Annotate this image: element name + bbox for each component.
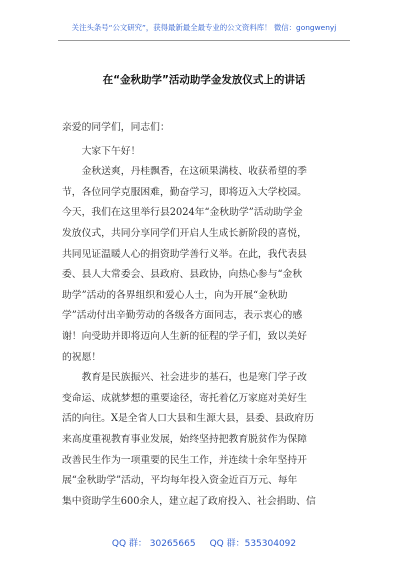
body-line: 共同见证温暖人心的捐资助学善行义举。在此，我代表县 <box>62 248 307 260</box>
document-body <box>62 118 354 512</box>
body-line: 委、县人大常委会、县政府、县政协，向热心参与“金秋 <box>62 269 303 281</box>
salutation-line: 亲爱的同学们，同志们： <box>62 122 170 133</box>
qq-group-link-1[interactable]: QQ 群： 30265665 <box>111 539 196 549</box>
document-title: 在“金秋助学”活动助学金发放仪式上的讲话 <box>102 74 306 86</box>
body-line: 今天，我们在这里举行县2024年“金秋助学”活动助学金 <box>62 207 303 219</box>
header-divider <box>58 40 350 41</box>
body-line: 来高度重视教育事业发展，始终坚持把教育脱贫作为保障 <box>62 433 307 445</box>
body-line: 集中资助学生600余人，建立起了政府投入、社会捐助、信 <box>62 495 316 507</box>
body-line: 展“金秋助学”活动，平均每年投入资金近百万元、每年 <box>62 475 298 487</box>
body-line: 变命运、成就梦想的重要途径，寄托着亿万家庭对美好生 <box>62 392 307 404</box>
greeting-line: 大家下午好！ <box>62 145 141 157</box>
body-line: 谢！向受助并即将迈向人生新的征程的学子们，致以美好 <box>62 330 307 342</box>
body-line: 节，各位同学克服困难，勤奋学习，即将迈入大学校园。 <box>62 186 307 198</box>
body-line: 金秋送爽，丹桂飘香，在这硕果满枝、收获希望的季 <box>62 166 307 178</box>
body-line: 教育是民族振兴、社会进步的基石，也是寒门学子改 <box>62 372 307 384</box>
qq-group-link-2[interactable]: QQ 群：535304092 <box>209 539 297 549</box>
body-line: 助学”活动的各界组织和爱心人士，向为开展“金秋助 <box>62 289 288 301</box>
body-line: 发放仪式，共同分享同学们开启人生成长新阶段的喜悦， <box>62 227 307 239</box>
header-note: 关注头条号“公文研究”，获得最新最全最专业的公文资料库！ 微信：gongwenyj <box>71 23 337 32</box>
body-line: 学”活动付出辛勤劳动的各级各方面同志，表示衷心的感 <box>62 310 303 322</box>
footer <box>0 536 408 549</box>
body-line: 改善民生作为一项重要的民生工作，并连续十余年坚持开 <box>62 454 307 466</box>
body-line: 的祝愿！ <box>62 351 102 363</box>
body-line: 活的向往。X是全省人口大县和生源大县，县委、县政府历 <box>62 413 314 425</box>
